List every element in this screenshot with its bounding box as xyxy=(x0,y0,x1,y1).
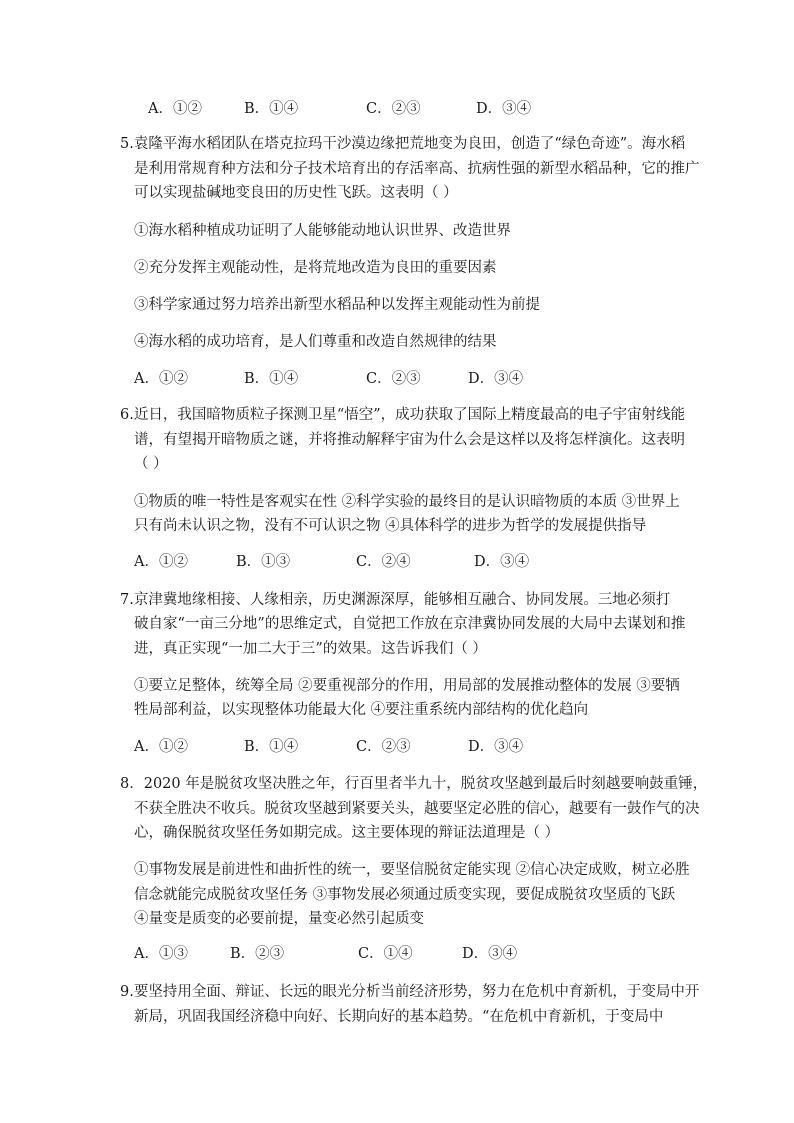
q6-stem-line: 谱，有望揭开暗物质之谜，并将推动解释宇宙为什么会是这样以及将怎样演化。这表明 xyxy=(134,432,685,448)
q8-statement: 信念就能完成脱贫攻坚任务 ③事物发展必须通过质变实现，要促成脱贫攻坚质的飞跃 xyxy=(134,887,676,903)
q5-stem-line: 可以实现盐碱地变良田的历史性飞跃。这表明（ ） xyxy=(134,185,458,201)
q5-stem-line: 5.袁隆平海水稻团队在塔克拉玛干沙漠边缘把荒地变为良田，创造了“绿色奇迹”。海水稻 xyxy=(120,136,686,152)
option-a: A．①② xyxy=(134,371,188,387)
q5-statement: ③科学家通过努力培养出新型水稻品种以发挥主观能动性为前提 xyxy=(134,297,540,313)
option-d: D．③④ xyxy=(468,371,524,387)
option-c: C．②③ xyxy=(366,371,421,387)
q7-stem-line: 进，真正实现“一加二大于三”的效果。这告诉我们（ ） xyxy=(134,641,487,657)
q7-stem-line: 7.京津冀地缘相接、人缘相亲，历史渊源深厚，能够相互融合、协同发展。三地必须打 xyxy=(120,592,671,608)
q6-statement: ①物质的唯一特性是客观实在性 ②科学实验的最终目的是认识暗物质的本质 ③世界上 xyxy=(134,494,680,510)
option-a: A．①② xyxy=(148,101,202,117)
option-a: A．①② xyxy=(134,739,188,755)
option-b: B．①④ xyxy=(244,371,299,387)
q8-stem-line: 不获全胜决不收兵。脱贫攻坚越到紧要关头，越要坚定必胜的信心，越要有一鼓作气的决 xyxy=(134,801,700,817)
option-b: B．①③ xyxy=(236,554,291,570)
q9-stem-line: 新局，巩固我国经济稳中向好、长期向好的基本趋势。“在危机中育新机，于变局中 xyxy=(134,1009,664,1025)
q6-stem-line: 6.近日，我国暗物质粒子探测卫星“悟空”，成功获取了国际上精度最高的电子宇宙射线能 xyxy=(120,407,686,423)
option-b: B．①④ xyxy=(244,101,299,117)
option-a: A．①② xyxy=(134,554,188,570)
q7-statement: ①要立足整体，统筹全局 ②要重视部分的作用，用局部的发展推动整体的发展 ③要牺 xyxy=(134,678,680,694)
option-c: C．①④ xyxy=(358,946,413,962)
option-a: A．①③ xyxy=(134,946,188,962)
option-c: C．②③ xyxy=(366,101,421,117)
option-c: C．②④ xyxy=(356,554,411,570)
option-d: D．③④ xyxy=(462,946,518,962)
q7-statement: 牲局部利益，以实现整体功能最大化 ④要注重系统内部结构的优化趋向 xyxy=(134,702,589,718)
q5-statement: ①海水稻种植成功证明了人能够能动地认识世界、改造世界 xyxy=(134,223,511,239)
q8-statement: ④量变是质变的必要前提，量变必然引起质变 xyxy=(134,911,424,927)
q5-statement: ②充分发挥主观能动性，是将荒地改造为良田的重要因素 xyxy=(134,260,497,276)
option-c: C．②③ xyxy=(356,739,411,755)
q6-statement: 只有尚未认识之物，没有不可认识之物 ④具体科学的进步为哲学的发展提供指导 xyxy=(134,518,647,534)
q9-stem-line: 9.要坚持用全面、辩证、长远的眼光分析当前经济形势，努力在危机中育新机，于变局中开 xyxy=(120,984,700,1000)
q6-stem-line: （ ） xyxy=(134,456,168,472)
option-b: B．②③ xyxy=(230,946,285,962)
q5-statement: ④海水稻的成功培育，是人们尊重和改造自然规律的结果 xyxy=(134,334,497,350)
option-d: D．③④ xyxy=(468,739,524,755)
option-d: D．③④ xyxy=(474,554,530,570)
q7-stem-line: 破自家“一亩三分地”的思维定式，自觉把工作放在京津冀协同发展的大局中去谋划和推 xyxy=(134,616,686,632)
q8-stem-line: 8．2020 年是脱贫攻坚决胜之年，行百里者半九十，脱贫攻坚越到最后时刻越要响鼓重锤， xyxy=(120,776,708,792)
option-d: D．③④ xyxy=(476,101,532,117)
q8-stem-line: 心，确保脱贫攻坚任务如期完成。这主要体现的辩证法道理是（ ） xyxy=(134,825,560,841)
q8-statement: ①事物发展是前进性和曲折性的统一，要坚信脱贫定能实现 ②信心决定成败，树立必胜 xyxy=(134,862,690,878)
option-b: B．①④ xyxy=(244,739,299,755)
q5-stem-line: 是利用常规育种方法和分子技术培育出的存活率高、抗病性强的新型水稻品种，它的推广 xyxy=(134,161,700,177)
